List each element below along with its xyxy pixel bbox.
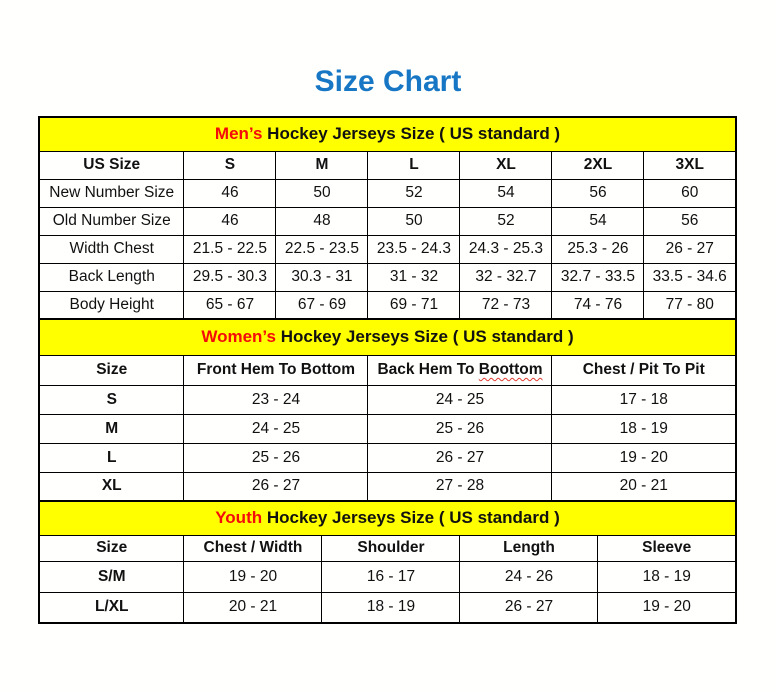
size-value-cell: 17 - 18: [552, 385, 736, 414]
row-label-column-header: Size: [39, 355, 184, 385]
table-row: [39, 235, 736, 263]
row-label-column-header: Size: [39, 535, 184, 561]
row-label: Back Length: [39, 263, 184, 291]
banner-title-highlight: Youth: [215, 508, 263, 528]
column-header: Shoulder: [322, 535, 460, 561]
size-value-cell: 24 - 25: [184, 414, 368, 443]
row-label: S: [39, 385, 184, 414]
size-value-cell: 26 - 27: [368, 443, 552, 472]
size-value-cell: 74 - 76: [552, 291, 644, 319]
row-label: XL: [39, 472, 184, 501]
size-value-cell: 19 - 20: [184, 561, 322, 592]
size-value-cell: 65 - 67: [184, 291, 276, 319]
row-label: Width Chest: [39, 235, 184, 263]
size-value-cell: 18 - 19: [322, 592, 460, 623]
size-value-cell: 27 - 28: [368, 472, 552, 501]
size-value-cell: 54: [552, 207, 644, 235]
mens-banner: [39, 117, 736, 151]
size-value-cell: 54: [460, 179, 552, 207]
size-value-cell: 50: [276, 179, 368, 207]
table-row: [39, 561, 736, 592]
size-value-cell: 60: [644, 179, 736, 207]
size-value-cell: 24.3 - 25.3: [460, 235, 552, 263]
size-value-cell: 20 - 21: [184, 592, 322, 623]
row-label: Old Number Size: [39, 207, 184, 235]
column-header: Sleeve: [598, 535, 736, 561]
table-row: [39, 414, 736, 443]
size-chart-tables: [38, 116, 737, 624]
table-row: [39, 443, 736, 472]
size-value-cell: 52: [460, 207, 552, 235]
size-value-cell: 19 - 20: [552, 443, 736, 472]
size-value-cell: 19 - 20: [598, 592, 736, 623]
size-value-cell: 46: [184, 207, 276, 235]
table-row: [39, 263, 736, 291]
banner-title-text: Hockey Jerseys Size ( US standard ): [262, 508, 560, 528]
column-header: Length: [460, 535, 598, 561]
youth-size-table: [38, 500, 737, 624]
size-value-cell: 52: [368, 179, 460, 207]
size-value-cell: 29.5 - 30.3: [184, 263, 276, 291]
column-header: Chest / Width: [184, 535, 322, 561]
size-value-cell: 67 - 69: [276, 291, 368, 319]
row-label-column-header: US Size: [39, 151, 184, 179]
banner-title-highlight: Women’s: [201, 327, 276, 347]
banner-title-text: Hockey Jerseys Size ( US standard ): [275, 327, 574, 347]
size-value-cell: 24 - 25: [368, 385, 552, 414]
banner-title-text: Hockey Jerseys Size ( US standard ): [262, 124, 561, 144]
size-value-cell: 24 - 26: [460, 561, 598, 592]
row-label: L/XL: [39, 592, 184, 623]
size-value-cell: 48: [276, 207, 368, 235]
row-label: S/M: [39, 561, 184, 592]
column-header: M: [276, 151, 368, 179]
size-value-cell: 69 - 71: [368, 291, 460, 319]
column-header: L: [368, 151, 460, 179]
size-value-cell: 26 - 27: [184, 472, 368, 501]
size-value-cell: 26 - 27: [460, 592, 598, 623]
size-value-cell: 25 - 26: [184, 443, 368, 472]
column-header-text: Back Hem To: [377, 361, 479, 378]
size-value-cell: 32.7 - 33.5: [552, 263, 644, 291]
row-label: New Number Size: [39, 179, 184, 207]
table-row: [39, 291, 736, 319]
size-value-cell: 23 - 24: [184, 385, 368, 414]
youth-banner: [39, 501, 736, 535]
size-value-cell: 26 - 27: [644, 235, 736, 263]
column-header: S: [184, 151, 276, 179]
row-label: Body Height: [39, 291, 184, 319]
size-value-cell: 25.3 - 26: [552, 235, 644, 263]
size-value-cell: 56: [644, 207, 736, 235]
column-header: 2XL: [552, 151, 644, 179]
size-value-cell: 72 - 73: [460, 291, 552, 319]
size-value-cell: 18 - 19: [552, 414, 736, 443]
table-row: [39, 385, 736, 414]
banner-title-highlight: Men’s: [214, 124, 263, 144]
size-value-cell: 56: [552, 179, 644, 207]
column-header: 3XL: [644, 151, 736, 179]
row-label: L: [39, 443, 184, 472]
table-row: [39, 207, 736, 235]
size-value-cell: 16 - 17: [322, 561, 460, 592]
womens-size-table: [38, 318, 737, 502]
size-value-cell: 21.5 - 22.5: [184, 235, 276, 263]
size-value-cell: 22.5 - 23.5: [276, 235, 368, 263]
table-row: [39, 179, 736, 207]
size-value-cell: 50: [368, 207, 460, 235]
mens-size-table: [38, 116, 737, 320]
page-title: Size Chart: [314, 65, 462, 98]
size-value-cell: 23.5 - 24.3: [368, 235, 460, 263]
size-value-cell: 25 - 26: [368, 414, 552, 443]
size-value-cell: 33.5 - 34.6: [644, 263, 736, 291]
size-value-cell: 30.3 - 31: [276, 263, 368, 291]
column-header: Front Hem To Bottom: [184, 355, 368, 385]
size-value-cell: 46: [184, 179, 276, 207]
size-value-cell: 32 - 32.7: [460, 263, 552, 291]
misspelled-word: Boottom: [478, 361, 543, 378]
size-value-cell: 77 - 80: [644, 291, 736, 319]
column-header: [368, 355, 552, 385]
size-value-cell: 18 - 19: [598, 561, 736, 592]
row-label: M: [39, 414, 184, 443]
table-row: [39, 472, 736, 501]
column-header: Chest / Pit To Pit: [552, 355, 736, 385]
size-value-cell: 31 - 32: [368, 263, 460, 291]
table-row: [39, 592, 736, 623]
size-value-cell: 20 - 21: [552, 472, 736, 501]
womens-banner: [39, 319, 736, 355]
column-header: XL: [460, 151, 552, 179]
